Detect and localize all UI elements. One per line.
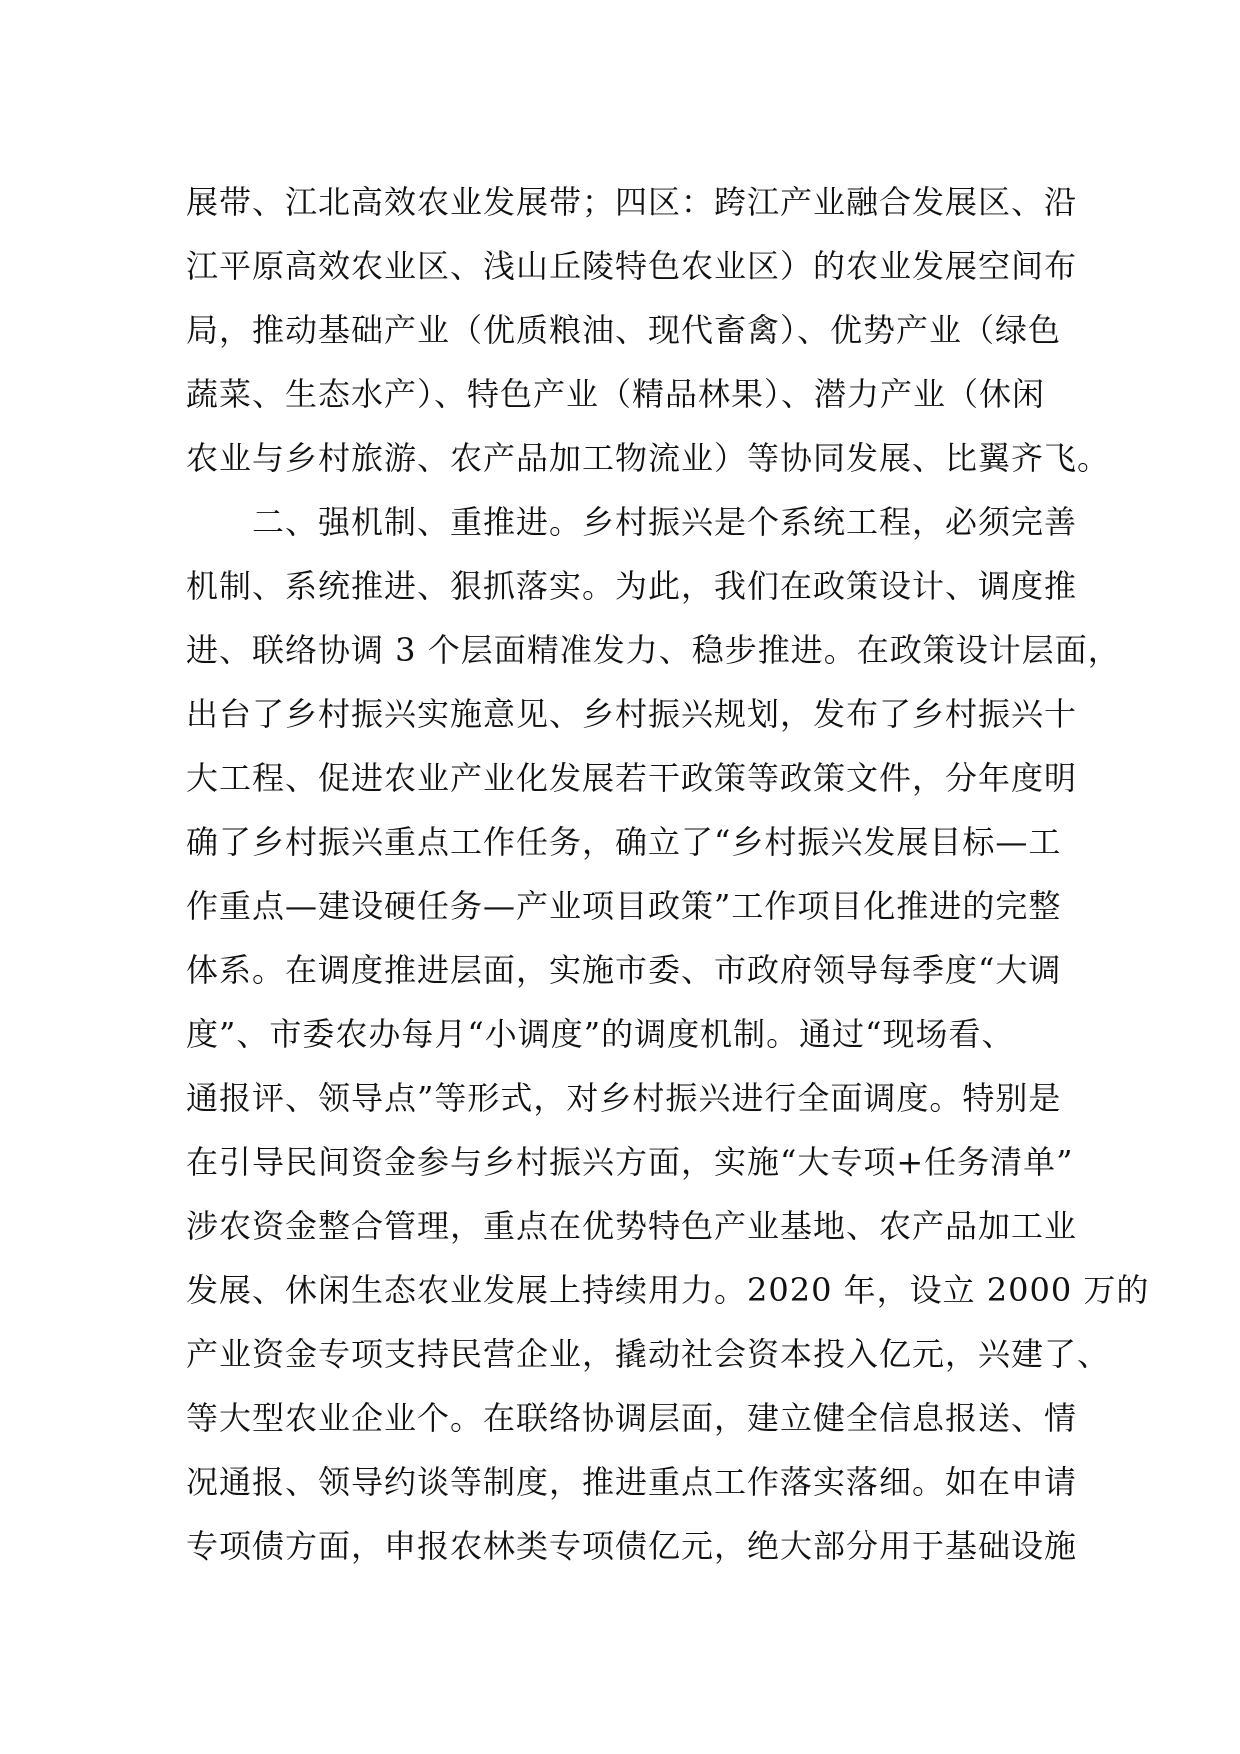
text-line: 等大型农业企业个。在联络协调层面，建立健全信息报送、情 <box>186 1399 1078 1437</box>
text-line: 展带、江北高效农业发展带；四区：跨江产业融合发展区、沿 <box>186 183 1078 221</box>
text-line: 况通报、领导约谈等制度，推进重点工作落实落细。如在申请 <box>186 1463 1078 1501</box>
text-line: 农业与乡村旅游、农产品加工物流业）等协同发展、比翼齐飞。 <box>186 439 1111 477</box>
text-line: 作重点—建设硬任务—产业项目政策”工作项目化推进的完整 <box>186 887 1062 925</box>
text-line: 出台了乡村振兴实施意见、乡村振兴规划，发布了乡村振兴十 <box>186 695 1078 733</box>
text-line: 通报评、领导点”等形式，对乡村振兴进行全面调度。特别是 <box>186 1079 1062 1117</box>
text-line: 产业资金专项支持民营企业，撬动社会资本投入亿元，兴建了、 <box>186 1335 1111 1373</box>
text-line: 局，推动基础产业（优质粮油、现代畜禽）、优势产业（绿色 <box>186 311 1062 349</box>
text-line: 专项债方面，申报农林类专项债亿元，绝大部分用于基础设施 <box>186 1527 1078 1565</box>
text-line: 二、强机制、重推进。乡村振兴是个系统工程，必须完善 <box>186 503 1078 541</box>
body-text <box>186 170 1150 1578</box>
text-line: 体系。在调度推进层面，实施市委、市政府领导每季度“大调 <box>186 951 1062 989</box>
text-line: 发展、休闲生态农业发展上持续用力。2020 年，设立 2000 万的 <box>186 1271 1150 1309</box>
text-line: 江平原高效农业区、浅山丘陵特色农业区）的农业发展空间布 <box>186 247 1078 285</box>
text-line: 在引导民间资金参与乡村振兴方面，实施“大专项+任务清单” <box>186 1143 1074 1181</box>
text-line: 大工程、促进农业产业化发展若干政策等政策文件，分年度明 <box>186 759 1078 797</box>
text-line: 进、联络协调 3 个层面精准发力、稳步推进。在政策设计层面， <box>186 631 1121 669</box>
text-line: 机制、系统推进、狠抓落实。为此，我们在政策设计、调度推 <box>186 567 1078 605</box>
text-line: 蔬菜、生态水产）、特色产业（精品林果）、潜力产业（休闲 <box>186 375 1046 413</box>
text-line: 涉农资金整合管理，重点在优势特色产业基地、农产品加工业 <box>186 1207 1078 1245</box>
text-line: 度”、市委农办每月“小调度”的调度机制。通过“现场看、 <box>186 1015 1015 1053</box>
text-line: 确了乡村振兴重点工作任务，确立了“乡村振兴发展目标—工 <box>186 823 1062 861</box>
